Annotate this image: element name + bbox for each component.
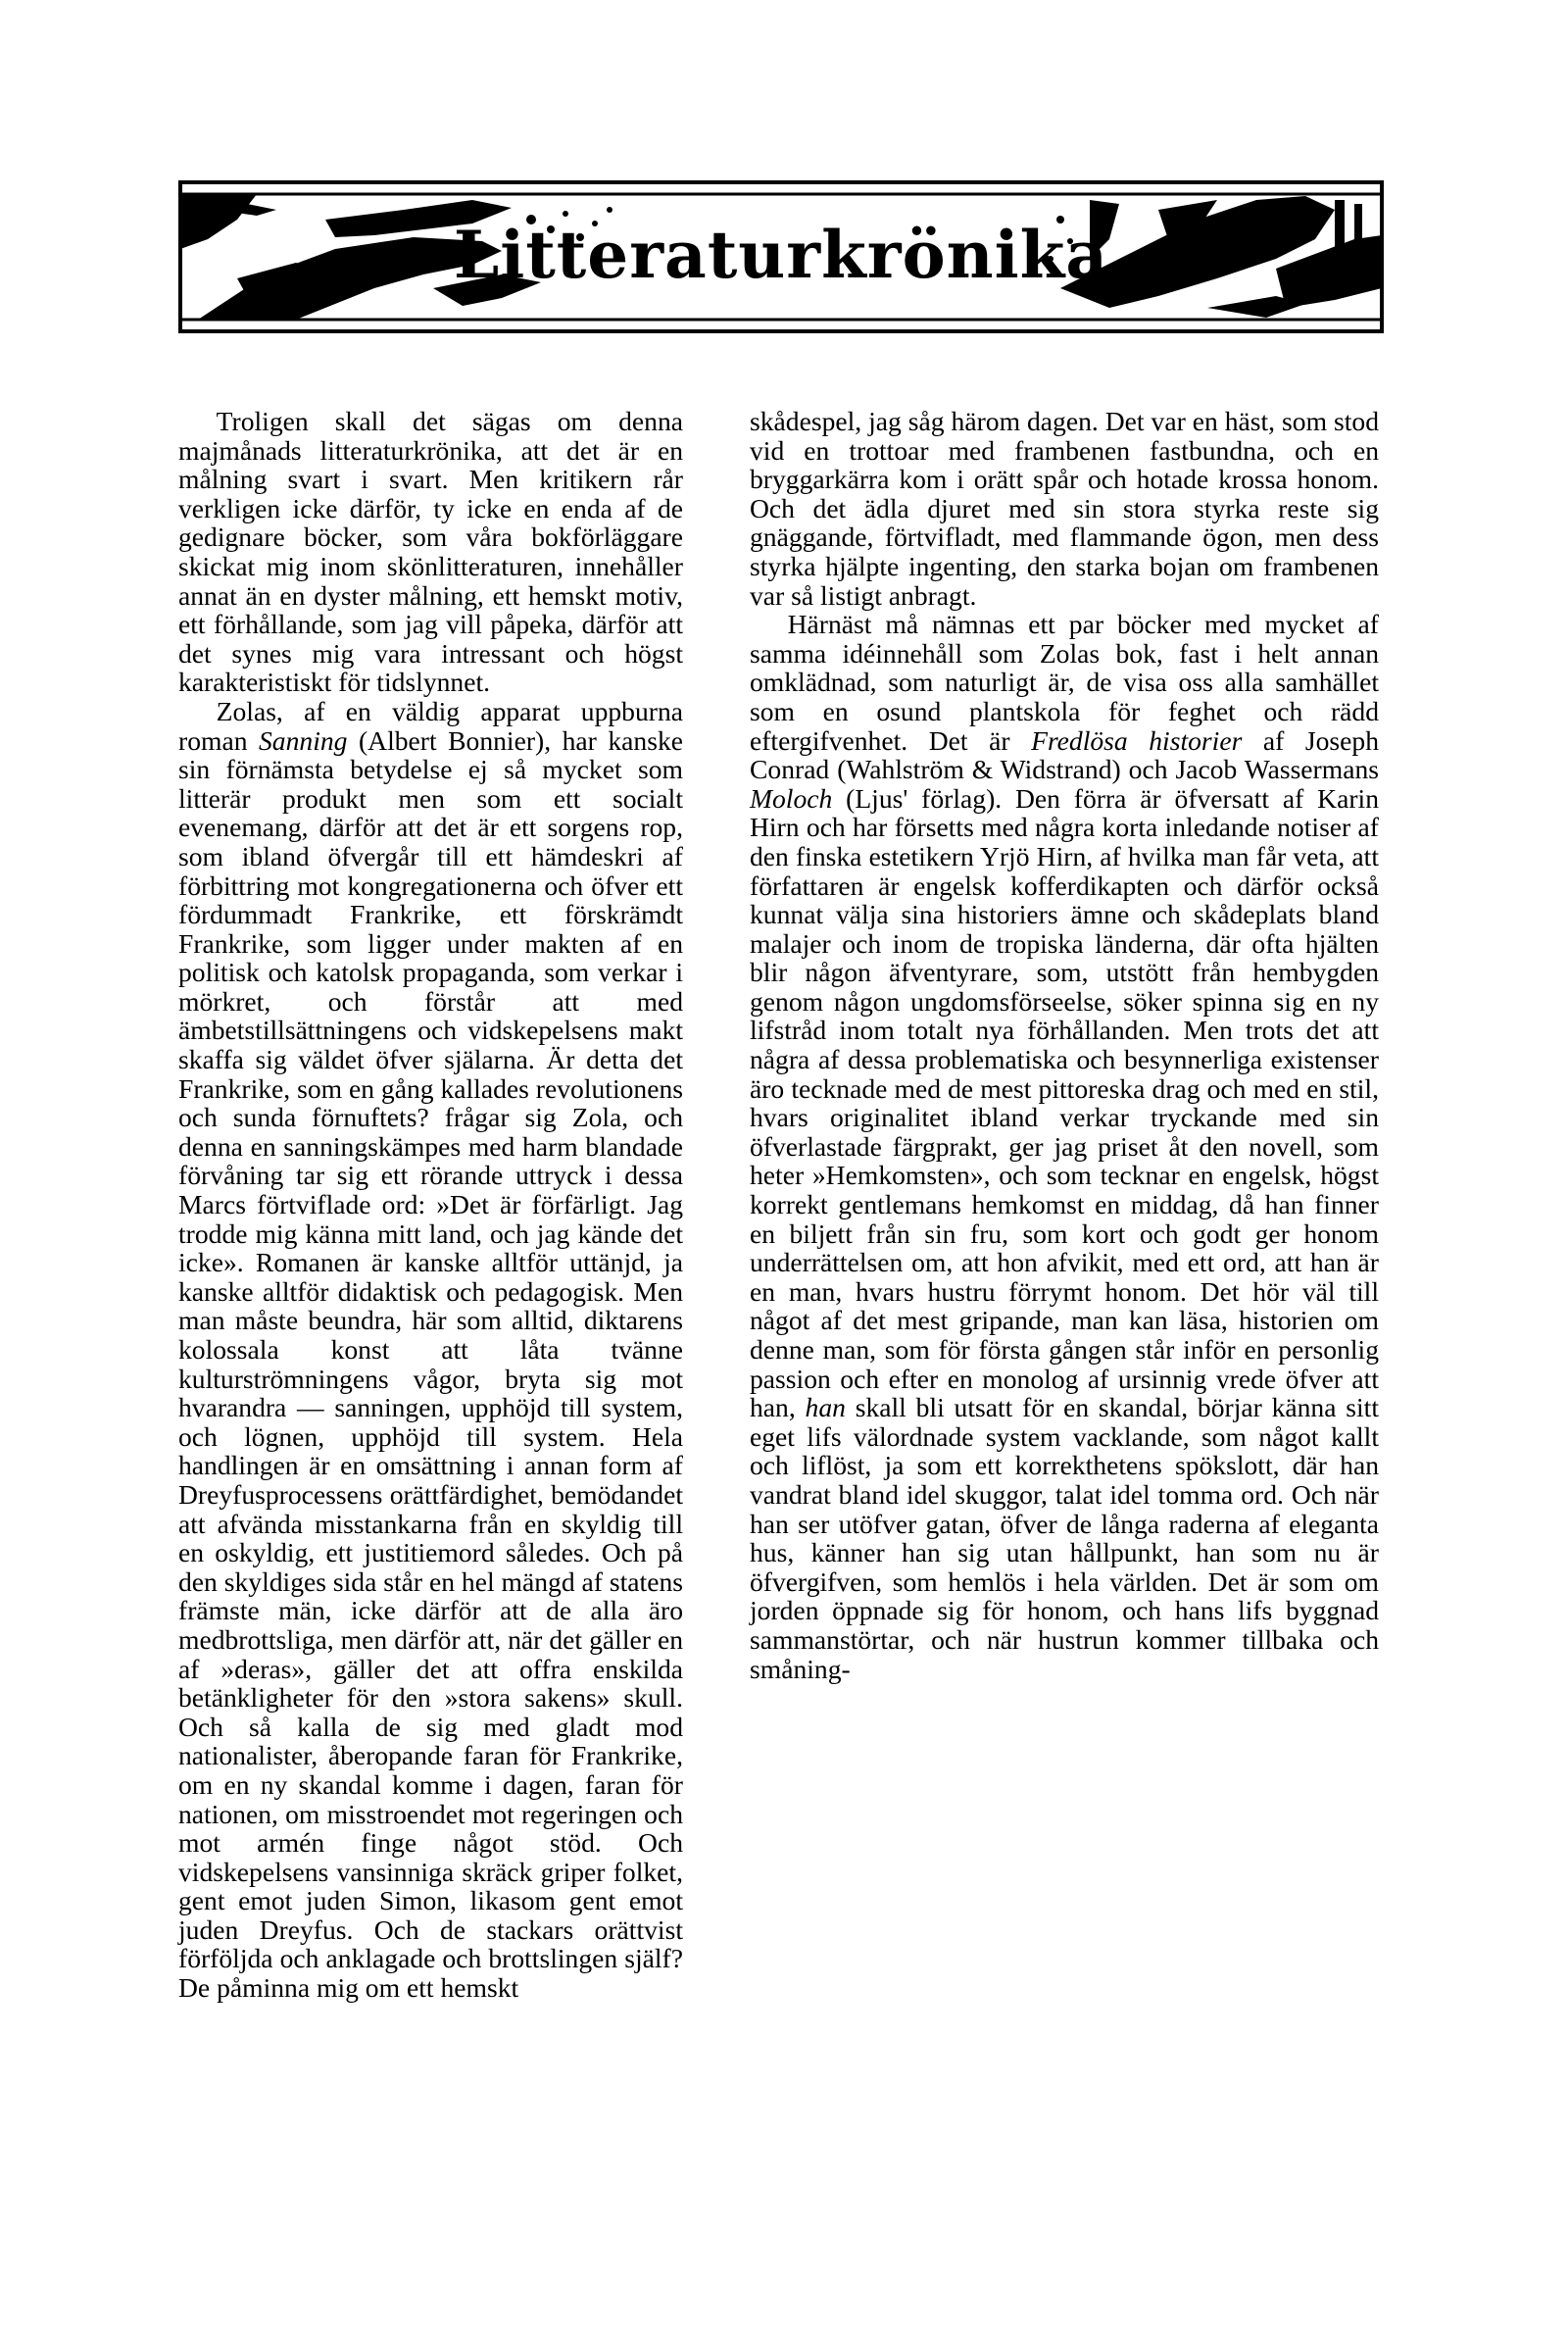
- book-title: Sanning: [259, 724, 348, 756]
- paragraph: Zolas, af en väldig apparat uppburna roman Sanning (Albert Bonnier), har kanske sin förnämsta betydelse ej så mycket som litterär produkt men som ett socialt evenemang, därför att det är ett sorgens rop, som ibland öfvergår till ett hämdeskri af förbittring mot kongregationerna och öfver ett fördummadt Frankrike, ett förskrämdt Frankrike, som ligger under makten af en politisk och katolsk propaganda, som verkar i mörkret, och förstår att med ämbetstillsättningens och vidskepelsens makt skaffa sig väldet öfver själarna. Är detta det Frankrike, som en gång kallades revolutionens och sunda förnuftets? frågar sig Zola, och denna en sanningskämpes med harm blandade förvåning tar sig ett rörande uttryck i dessa Marcs förtviflade ord: »Det är förfärligt. Jag trodde mig känna mitt land, och jag kände det icke». Romanen är kanske alltför uttänjd, ja kanske alltför didaktisk och pedagogisk. Men man måste beundra, här som alltid, diktarens kolossala konst att låta tvänne kulturströmningens vågor, bryta sig mot hvarandra — sanningen, upphöjd till system, och lögnen, upphöjd till system. Hela handlingen är en omsättning i annan form af Dreyfusprocessens orättfärdighet, bemödandet att afvända misstankarna från en skyldig till en oskyldig, ett justitiemord således. Och på den skyldiges sida står en hel mängd af statens främste män, icke därför att de alla äro medbrottsliga, men därför att, när det gäller en af »deras», gäller det att offra enskilda betänkligheter för den »stora sakens» skull. Och så kalla de sig med gladt mod nationalister, åberopande faran för Frankrike, om en ny skandal komme i dagen, faran för nationen, om misstroendet mot regeringen och mot armén finge något stöd. Och vidskepelsens vansinniga skräck griper folket, gent emot juden Simon, likasom gent emot juden Dreyfus. Och de stackars orättvist förföljda och anklagade och brottslingen själf? De påminna mig om ett hemskt: [178, 695, 683, 2004]
- book-title: Fredlösa historier: [1031, 724, 1243, 756]
- paragraph: skådespel, jag såg härom dagen. Det var en häst, som stod vid en trottoar med frambenen fastbundna, och en bryggarkärra kom i orätt spår och hotade krossa honom. Och det ädla djuret med sin stora styrka reste sig gnäggande, förtvifladt, med flammande ögon, men dess styrka hjälpte ingenting, den starka bojan om frambenen var så listigt anbragt.: [750, 406, 1379, 611]
- section-title: Litteraturkrönika: [453, 217, 1109, 293]
- paragraph: Troligen skall det sägas om denna majmånads litteraturkrönika, att det är en målning svart i svart. Men kritikern rår verkligen icke därför, ty icke en enda af de gedignare böcker, som våra bokförläggare skickat mig inom skönlitteraturen, innehåller annat än en dyster målning, ett hemskt motiv, ett förhållande, som jag vill påpeka, därför att det synes mig vara intressant och högst karakteristiskt för tidslynnet.: [178, 406, 683, 698]
- text-column-right: [750, 407, 1379, 1683]
- emphasis: han: [805, 1392, 846, 1423]
- paragraph: Härnäst må nämnas ett par böcker med mycket af samma idéinnehåll som Zolas bok, fast i helt annan omklädnad, som naturligt är, de visa oss alla samhället som en osund plantskola för feghet och rädd eftergifvenhet. Det är Fredlösa historier af Joseph Conrad (Wahlström & Widstrand) och Jacob Wassermans Moloch (Ljus' förlag). Den förra är öfversatt af Karin Hirn och har försetts med några korta inledande notiser af den finska estetikern Yrjö Hirn, af hvilka man får veta, att författaren är engelsk kofferdikapten och därför också kunnat välja sina historiers ämne och skådeplats bland malajer och inom de tropiska länderna, där ofta hjälten blir någon äfventyrare, som, utstött från hembygden genom någon ungdomsförseelse, söker spinna sig en ny lifstråd inom totalt nya förhållanden. Men trots det att några af dessa problematiska och besynnerliga existenser äro tecknade med de mest pittoreska drag och med en stil, hvars originalitet ibland verkar tryckande med sin öfverlastade färgprakt, ger jag priset åt den novell, som heter »Hemkomsten», och som tecknar en engelsk, högst korrekt gentlemans hemkomst en middag, då han finner en biljett från sin fru, som kort och godt ger honom underrättelsen om, att hon afvikit, med ett ord, att han är en man, hvars hustru förrymt honom. Det hör väl till något af det mest gripande, man kan läsa, historien om denne man, som för första gången står inför en personlig passion och efter en monolog af ursinnig vrede öfver att han, han skall bli utsatt för en skandal, börjar känna sitt eget lifs välordnade system vacklande, som något kallt och liflöst, ja som ett korrekthetens spökslott, där han vandrat bland idel skuggor, talat idel tomma ord. Och när han ser utöfver gatan, öfver de långa raderna af eleganta hus, känner han sig utan hållpunkt, han som nu är öfvergifven, som hemlös i hela världen. Det är som om jorden öppnade sig för honom, och hans lifs byggnad sammanstörtar, och när hustrun kommer tillbaka och småning-: [750, 609, 1380, 1684]
- section-banner: [178, 180, 1384, 333]
- text-column-left: [178, 407, 683, 2003]
- book-title: Moloch: [750, 782, 833, 814]
